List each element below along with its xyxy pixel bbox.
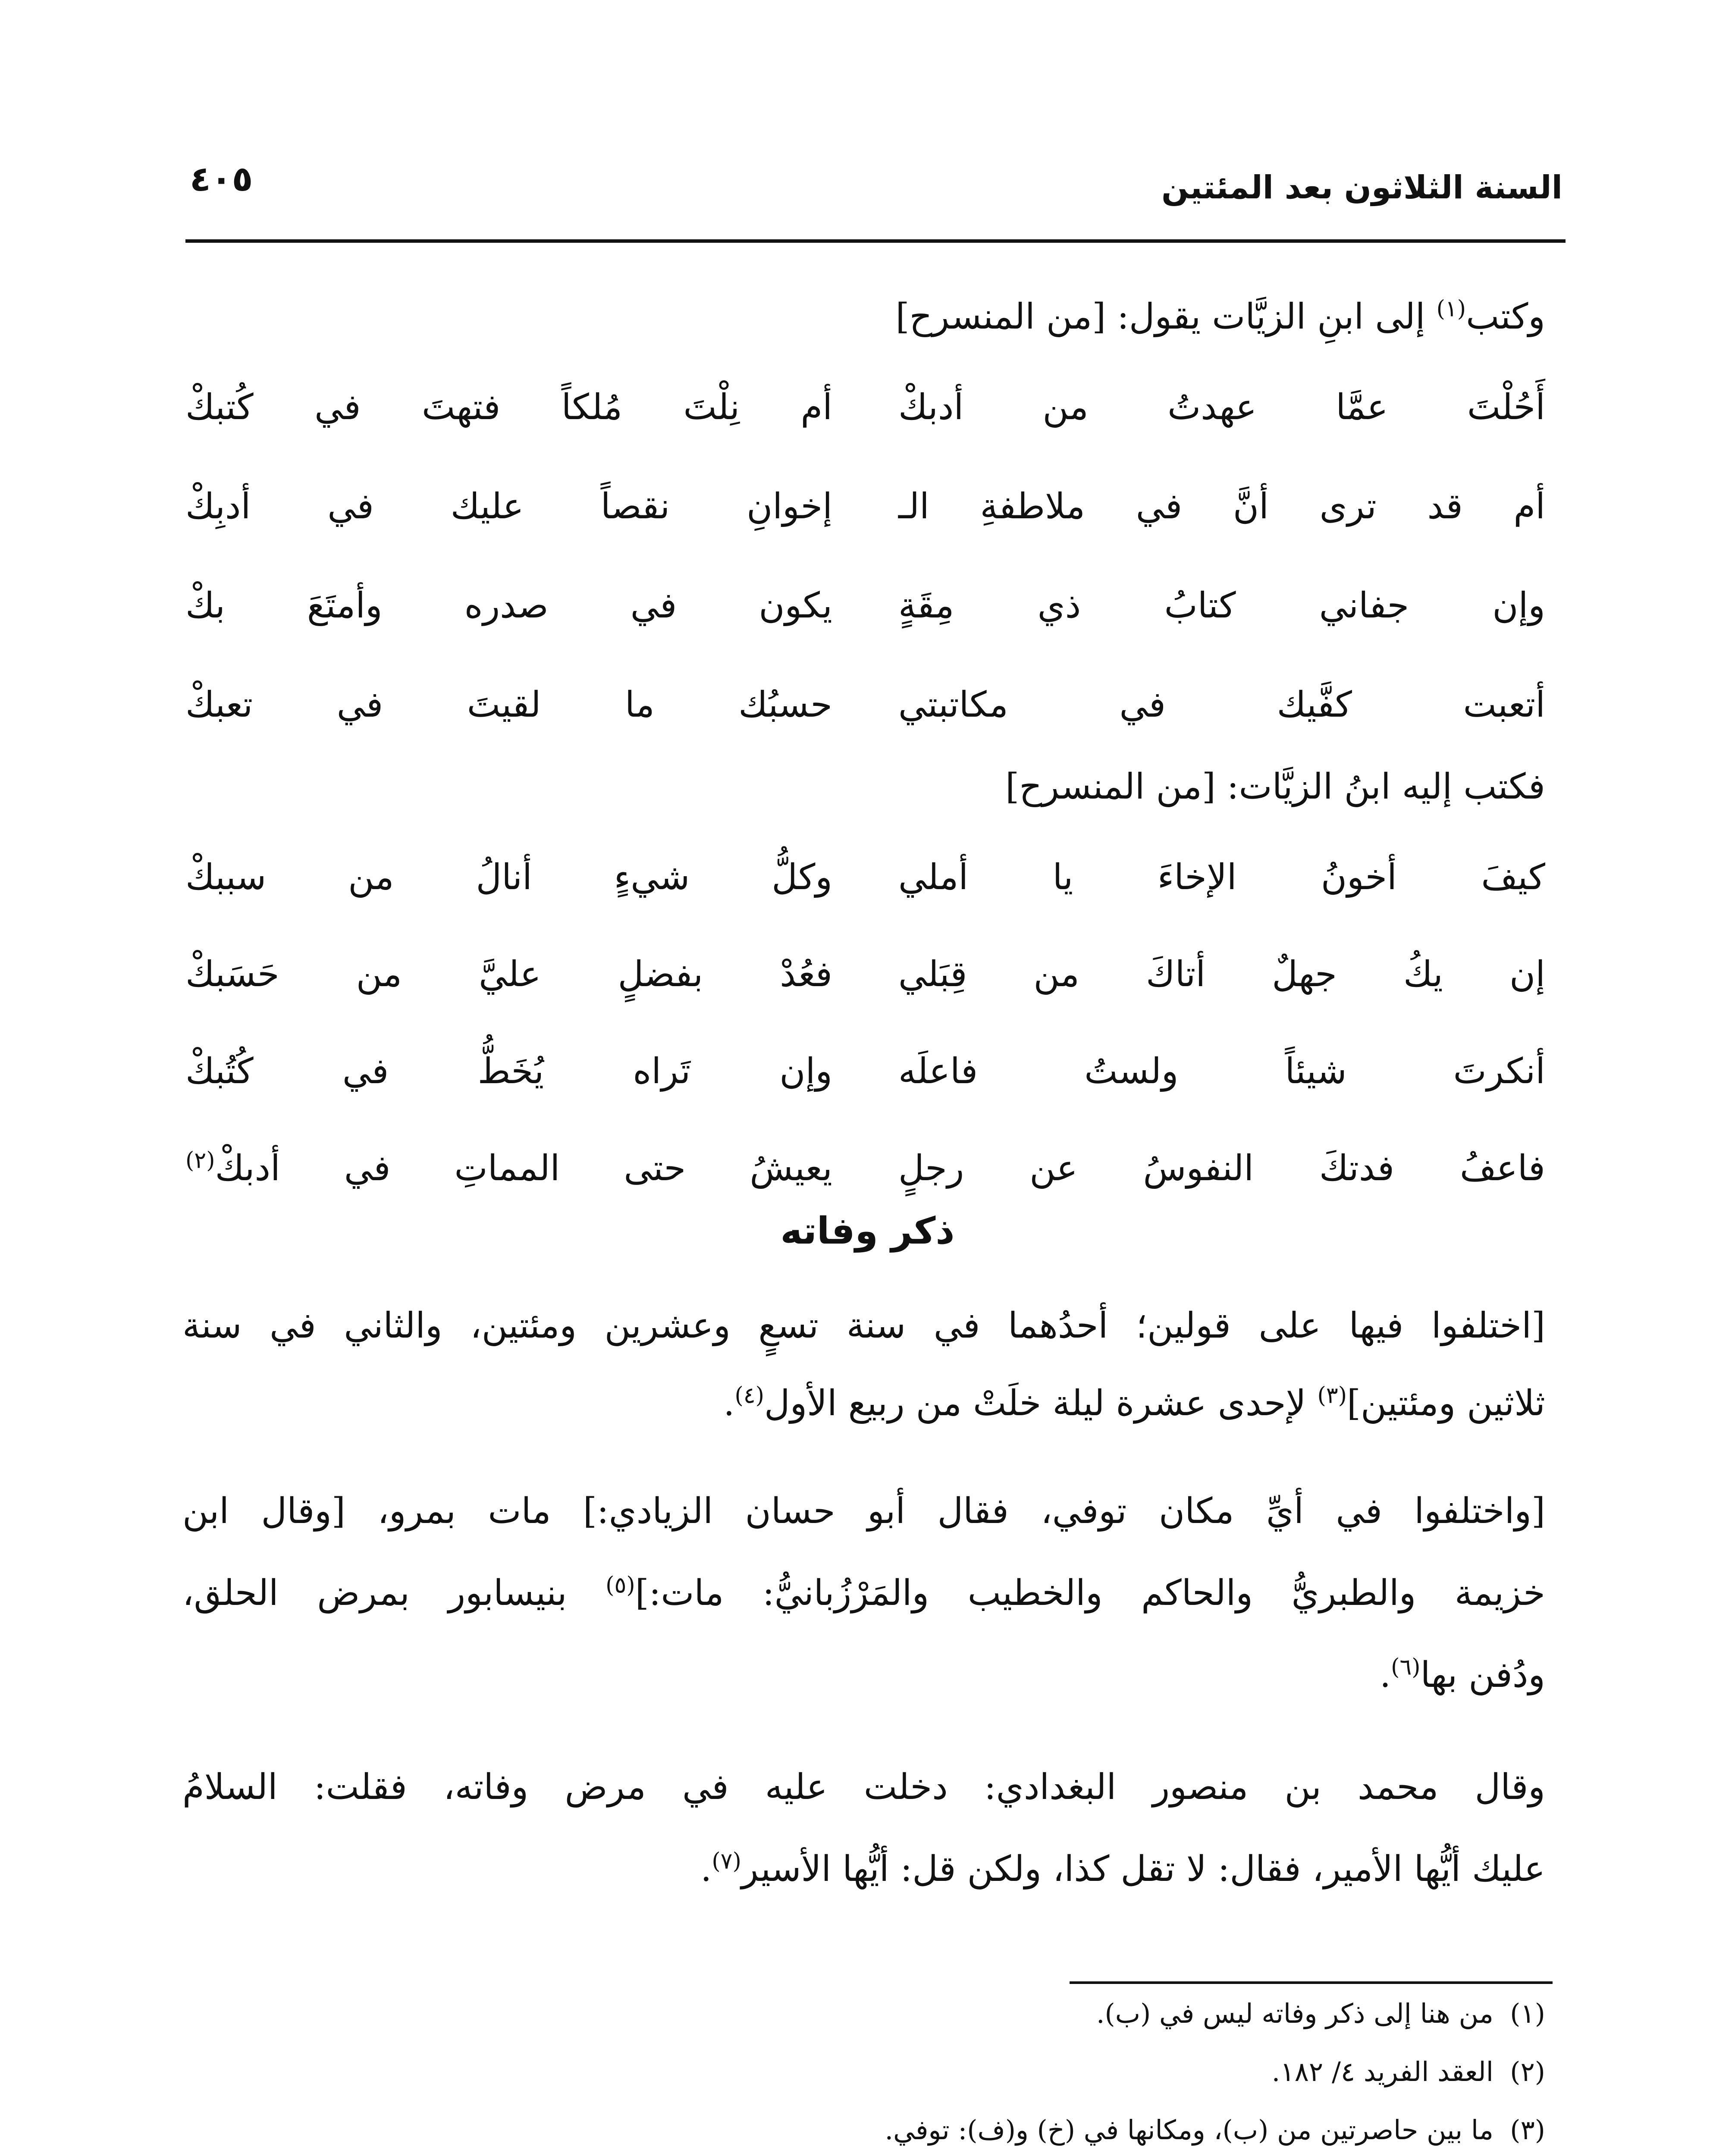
footnote-number: (٣) bbox=[1510, 2114, 1545, 2146]
verse-hemistich-left: يكون في صدره وأمتَعَ بكْ bbox=[185, 585, 832, 626]
paragraph-line bbox=[182, 1552, 1545, 1634]
verse-hemistich-right: فاعفُ فدتكَ النفوسُ عن رجلٍ bbox=[898, 1148, 1545, 1189]
verse-text: يعيشُ حتى المماتِ في أدبكْ bbox=[215, 1148, 832, 1189]
verse-hemistich-left: وكلُّ شيءٍ أنالُ من سببكْ bbox=[185, 857, 832, 898]
verse-hemistich-left: أم نِلْتَ مُلكاً فتهتَ في كُتبكْ bbox=[185, 387, 832, 428]
footnote-ref: (٤) bbox=[734, 1382, 764, 1409]
intro-text: إلى ابنِ الزيَّات يقول: [من المنسرح] bbox=[895, 296, 1437, 337]
footnote-ref: (٣) bbox=[1317, 1382, 1347, 1409]
verse-hemistich-right: أنكرتَ شيئاً ولستُ فاعلَه bbox=[898, 1051, 1545, 1092]
footnote-ref: (٦) bbox=[1391, 1654, 1421, 1680]
footnote bbox=[182, 1992, 1545, 2035]
header-rule bbox=[185, 239, 1566, 243]
text-run: . bbox=[1379, 1655, 1391, 1695]
verse-hemistich-right: أَحُلْتَ عمَّا عهدتُ من أدبكْ bbox=[898, 387, 1545, 428]
running-title: السنة الثلاثون بعد المئتين bbox=[1161, 169, 1562, 206]
footnote bbox=[182, 2050, 1545, 2093]
paragraph-line bbox=[182, 1828, 1545, 1910]
intro-text: وكتب bbox=[1466, 296, 1545, 337]
text-run: خزيمة والطبريُّ والحاكم والخطيب والمَرْزُبانيُّ: مات:] bbox=[635, 1573, 1545, 1614]
text-run: ودُفن بها bbox=[1420, 1655, 1545, 1695]
footnote-ref: (١) bbox=[1436, 296, 1466, 322]
paragraph-line: [واختلفوا في أيِّ مكان توفي، فقال أبو حسان الزيادي:] مات بمرو، [وقال ابن bbox=[182, 1491, 1545, 1532]
verse-hemistich-right: أتعبت كفَّيك في مكاتبتي bbox=[898, 684, 1545, 725]
text-run: لإحدى عشرة ليلة خلَتْ من ربيع الأول bbox=[764, 1383, 1318, 1424]
footnote-ref: (٢) bbox=[185, 1147, 215, 1174]
verse-hemistich-left: فعُدْ بفضلٍ عليَّ من حَسَبكْ bbox=[185, 954, 832, 995]
verse-hemistich-left: وإن تَراه يُخَطُّ في كُتُبكْ bbox=[185, 1051, 832, 1092]
verse-hemistich-right: وإن جفاني كتابُ ذي مِقَةٍ bbox=[898, 585, 1545, 626]
footnote-number: (٢) bbox=[1510, 2056, 1545, 2087]
text-run: بنيسابور بمرض الحلق، bbox=[182, 1573, 606, 1614]
footnote-rule bbox=[1070, 1981, 1553, 1984]
footnote-ref: (٥) bbox=[606, 1572, 635, 1598]
section-heading: ذكر وفاته bbox=[780, 1210, 955, 1253]
poem1-intro bbox=[182, 276, 1545, 358]
verse-hemistich-left bbox=[185, 1143, 832, 1194]
verse-hemistich-left: إخوانِ نقصاً عليك في أدبِكْ bbox=[185, 486, 832, 527]
page-number: ٤٠٥ bbox=[190, 159, 253, 199]
footnote-text: من هنا إلى ذكر وفاته ليس في (ب). bbox=[1096, 1998, 1493, 2029]
paragraph-line bbox=[182, 1634, 1545, 1716]
footnote bbox=[182, 2109, 1545, 2152]
verse-hemistich-right: أم قد ترى أنَّ في ملاطفةِ الـ bbox=[898, 486, 1545, 527]
footnote-text: العقد الفريد ٤/ ١٨٢. bbox=[1271, 2056, 1493, 2087]
footnote-ref: (٧) bbox=[712, 1848, 741, 1874]
verse-hemistich-left: حسبُك ما لقيتَ في تعبكْ bbox=[185, 684, 832, 725]
paragraph-line bbox=[182, 1363, 1545, 1445]
paragraph-line: [اختلفوا فيها على قولين؛ أحدُهما في سنة تسعٍ وعشرين ومئتين، والثاني في سنة bbox=[182, 1305, 1545, 1346]
verse-hemistich-right: إن يكُ جهلٌ أتاكَ من قِبَلي bbox=[898, 954, 1545, 995]
text-run: عليك أيُّها الأمير، فقال: لا تقل كذا، ولكن قل: أيُّها الأسير bbox=[741, 1849, 1545, 1890]
text-run: ثلاثين ومئتين] bbox=[1347, 1383, 1545, 1424]
text-run: . bbox=[723, 1383, 735, 1424]
footnote-text: ما بين حاصرتين من (ب)، ومكانها في (خ) و(ف): توفي. bbox=[885, 2114, 1493, 2146]
text-run: . bbox=[700, 1849, 712, 1890]
paragraph-line: وقال محمد بن منصور البغدادي: دخلت عليه في مرض وفاته، فقلت: السلامُ bbox=[182, 1767, 1545, 1808]
verse-hemistich-right: كيفَ أخونُ الإخاءَ يا أملي bbox=[898, 857, 1545, 898]
footnote-number: (١) bbox=[1510, 1998, 1545, 2029]
poem2-intro: فكتب إليه ابنُ الزيَّات: [من المنسرح] bbox=[1005, 766, 1545, 807]
